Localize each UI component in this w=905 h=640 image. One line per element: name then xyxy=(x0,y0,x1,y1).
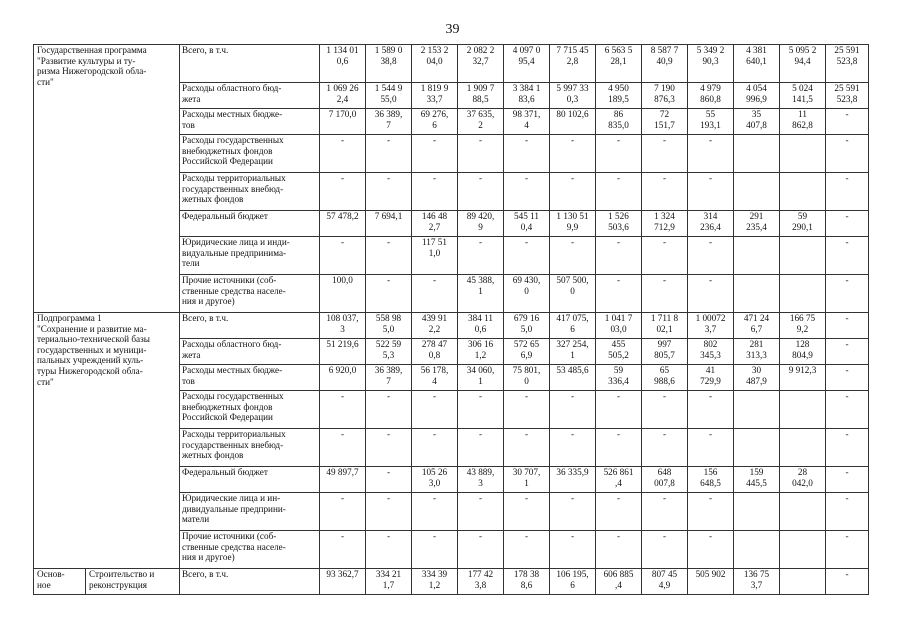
funding-source-cell: Расходы областного бюд- жета xyxy=(180,339,320,365)
value-cell: 1 544 9 55,0 xyxy=(366,83,412,109)
value-cell: - xyxy=(826,569,869,595)
value-cell: - xyxy=(826,493,869,531)
funding-source-cell: Всего, в т.ч. xyxy=(180,313,320,339)
value-cell: 59 290,1 xyxy=(780,211,826,237)
funding-source-cell: Юридические лица и инди- видуальные предпринима- тели xyxy=(180,237,320,275)
value-cell: - xyxy=(412,531,458,569)
value-cell: 314 236,4 xyxy=(688,211,734,237)
value-cell: 558 98 5,0 xyxy=(366,313,412,339)
value-cell: - xyxy=(826,237,869,275)
value-cell: 1 819 9 33,7 xyxy=(412,83,458,109)
value-cell xyxy=(780,429,826,467)
funding-source-cell: Расходы территориальных государственных внебюд- жетных фондов xyxy=(180,173,320,211)
value-cell: 100,0 xyxy=(320,275,366,313)
value-cell: 65 988,6 xyxy=(642,365,688,391)
value-cell xyxy=(734,493,780,531)
value-cell: 4 097 0 95,4 xyxy=(504,45,550,83)
table-row xyxy=(34,45,869,83)
value-cell: - xyxy=(458,135,504,173)
value-cell: 56 178, 4 xyxy=(412,365,458,391)
funding-source-cell: Всего, в т.ч. xyxy=(180,569,320,595)
value-cell: 80 102,6 xyxy=(550,109,596,135)
value-cell: 75 801, 0 xyxy=(504,365,550,391)
value-cell: 7 715 45 2,8 xyxy=(550,45,596,83)
value-cell: - xyxy=(320,173,366,211)
value-cell: - xyxy=(550,391,596,429)
value-cell xyxy=(734,531,780,569)
value-cell: - xyxy=(412,493,458,531)
value-cell: 648 007,8 xyxy=(642,467,688,493)
value-cell: 526 861 ,4 xyxy=(596,467,642,493)
value-cell: - xyxy=(366,173,412,211)
value-cell: - xyxy=(458,237,504,275)
funding-source-cell: Прочие источники (соб- ственные средства населе- ния и другое) xyxy=(180,275,320,313)
value-cell: 57 478,2 xyxy=(320,211,366,237)
value-cell: - xyxy=(366,493,412,531)
value-cell: - xyxy=(688,173,734,211)
value-cell: 522 59 5,3 xyxy=(366,339,412,365)
value-cell: 36 389, 7 xyxy=(366,365,412,391)
value-cell: - xyxy=(504,429,550,467)
value-cell: - xyxy=(458,493,504,531)
value-cell: 108 037, 3 xyxy=(320,313,366,339)
value-cell: 41 729,9 xyxy=(688,365,734,391)
value-cell: 7 170,0 xyxy=(320,109,366,135)
value-cell: - xyxy=(826,391,869,429)
value-cell: - xyxy=(596,531,642,569)
value-cell: 679 16 5,0 xyxy=(504,313,550,339)
value-cell: - xyxy=(412,429,458,467)
value-cell: - xyxy=(412,173,458,211)
value-cell xyxy=(734,173,780,211)
value-cell: 36 389, 7 xyxy=(366,109,412,135)
value-cell: 6 563 5 28,1 xyxy=(596,45,642,83)
value-cell xyxy=(734,135,780,173)
value-cell: 25 591 523,8 xyxy=(826,45,869,83)
value-cell xyxy=(780,237,826,275)
value-cell: - xyxy=(504,493,550,531)
value-cell: 69 430, 0 xyxy=(504,275,550,313)
value-cell: 43 889, 3 xyxy=(458,467,504,493)
value-cell: 159 445,5 xyxy=(734,467,780,493)
value-cell: 807 45 4,9 xyxy=(642,569,688,595)
value-cell xyxy=(780,135,826,173)
value-cell: - xyxy=(642,493,688,531)
value-cell: 1 711 8 02,1 xyxy=(642,313,688,339)
value-cell: - xyxy=(412,135,458,173)
value-cell: - xyxy=(504,391,550,429)
value-cell: - xyxy=(596,493,642,531)
value-cell: - xyxy=(458,429,504,467)
value-cell: - xyxy=(826,365,869,391)
value-cell: 166 75 9,2 xyxy=(780,313,826,339)
value-cell: - xyxy=(366,429,412,467)
value-cell: - xyxy=(412,391,458,429)
value-cell: - xyxy=(504,135,550,173)
value-cell: 37 635, 2 xyxy=(458,109,504,135)
value-cell: 4 054 996,9 xyxy=(734,83,780,109)
value-cell: - xyxy=(550,429,596,467)
value-cell xyxy=(780,391,826,429)
program-name-cell: Подпрограмма 1 "Сохранение и развитие ма- териально-технической базы государственных и муници- пальных учреждений куль- туры Нижегородской обла- сти" xyxy=(34,313,180,569)
value-cell: 5 095 2 94,4 xyxy=(780,45,826,83)
funding-source-cell: Федеральный бюджет xyxy=(180,467,320,493)
value-cell: - xyxy=(320,391,366,429)
value-cell: 25 591 523,8 xyxy=(826,83,869,109)
value-cell: - xyxy=(642,429,688,467)
value-cell: - xyxy=(642,391,688,429)
value-cell xyxy=(780,275,826,313)
value-cell: - xyxy=(550,173,596,211)
table-row xyxy=(34,313,869,339)
funding-source-cell: Расходы государственных внебюджетных фондов Российской Федерации xyxy=(180,135,320,173)
value-cell: - xyxy=(320,493,366,531)
value-cell: 455 505,2 xyxy=(596,339,642,365)
value-cell: - xyxy=(366,275,412,313)
funding-source-cell: Расходы областного бюд- жета xyxy=(180,83,320,109)
value-cell: 86 835,0 xyxy=(596,109,642,135)
value-cell: 505 902 xyxy=(688,569,734,595)
value-cell: 7 190 876,3 xyxy=(642,83,688,109)
value-cell: 49 897,7 xyxy=(320,467,366,493)
value-cell: 146 48 2,7 xyxy=(412,211,458,237)
value-cell: 507 500, 0 xyxy=(550,275,596,313)
value-cell: - xyxy=(688,275,734,313)
value-cell: 3 384 1 83,6 xyxy=(504,83,550,109)
value-cell: 59 336,4 xyxy=(596,365,642,391)
value-cell: 8 587 7 40,9 xyxy=(642,45,688,83)
value-cell: 1 069 26 2,4 xyxy=(320,83,366,109)
value-cell: 117 51 1,0 xyxy=(412,237,458,275)
value-cell: 281 313,3 xyxy=(734,339,780,365)
value-cell: 1 909 7 88,5 xyxy=(458,83,504,109)
value-cell: - xyxy=(596,429,642,467)
value-cell: 291 235,4 xyxy=(734,211,780,237)
funding-source-cell: Всего, в т.ч. xyxy=(180,45,320,83)
value-cell: 30 487,9 xyxy=(734,365,780,391)
value-cell: - xyxy=(320,531,366,569)
value-cell: 606 885 ,4 xyxy=(596,569,642,595)
value-cell: 545 11 0,4 xyxy=(504,211,550,237)
value-cell: 53 485,6 xyxy=(550,365,596,391)
value-cell: 997 805,7 xyxy=(642,339,688,365)
value-cell: - xyxy=(412,275,458,313)
value-cell: 35 407,8 xyxy=(734,109,780,135)
measure-type-cell: Основ- ное xyxy=(34,569,86,595)
value-cell: 802 345,3 xyxy=(688,339,734,365)
value-cell: 4 979 860,8 xyxy=(688,83,734,109)
value-cell: 471 24 6,7 xyxy=(734,313,780,339)
value-cell: 4 381 640,1 xyxy=(734,45,780,83)
program-name-cell: Государственная программа "Развитие культуры и ту- ризма Нижегородской обла- сти" xyxy=(34,45,180,313)
table-row xyxy=(34,569,869,595)
value-cell: 327 254, 1 xyxy=(550,339,596,365)
value-cell: 9 912,3 xyxy=(780,365,826,391)
value-cell: - xyxy=(320,429,366,467)
value-cell: - xyxy=(596,391,642,429)
value-cell: 306 16 1,2 xyxy=(458,339,504,365)
value-cell: - xyxy=(826,531,869,569)
funding-source-cell: Юридические лица и ин- дивидуальные предприни- матели xyxy=(180,493,320,531)
value-cell: - xyxy=(596,237,642,275)
value-cell: - xyxy=(458,391,504,429)
value-cell: 439 91 2,2 xyxy=(412,313,458,339)
value-cell: - xyxy=(504,237,550,275)
value-cell: 69 276, 6 xyxy=(412,109,458,135)
value-cell: - xyxy=(826,467,869,493)
value-cell: - xyxy=(688,429,734,467)
value-cell: 45 388, 1 xyxy=(458,275,504,313)
value-cell: 1 00072 3,7 xyxy=(688,313,734,339)
value-cell: 334 21 1,7 xyxy=(366,569,412,595)
value-cell: 36 335,9 xyxy=(550,467,596,493)
value-cell: - xyxy=(366,467,412,493)
value-cell: 72 151,7 xyxy=(642,109,688,135)
value-cell: - xyxy=(688,237,734,275)
value-cell xyxy=(780,569,826,595)
value-cell: - xyxy=(826,275,869,313)
value-cell: - xyxy=(504,531,550,569)
value-cell: - xyxy=(826,211,869,237)
value-cell: 89 420, 9 xyxy=(458,211,504,237)
value-cell: 105 26 3,0 xyxy=(412,467,458,493)
value-cell: 1 589 0 38,8 xyxy=(366,45,412,83)
funding-source-cell: Прочие источники (соб- ственные средства населе- ния и другое) xyxy=(180,531,320,569)
value-cell: 34 060, 1 xyxy=(458,365,504,391)
value-cell: 384 11 0,6 xyxy=(458,313,504,339)
value-cell: 1 324 712,9 xyxy=(642,211,688,237)
value-cell: - xyxy=(826,135,869,173)
value-cell: - xyxy=(504,173,550,211)
value-cell: - xyxy=(688,391,734,429)
value-cell: 1 041 7 03,0 xyxy=(596,313,642,339)
value-cell: 5 024 141,5 xyxy=(780,83,826,109)
value-cell xyxy=(734,391,780,429)
page-number: 39 xyxy=(445,22,460,37)
value-cell: 93 362,7 xyxy=(320,569,366,595)
value-cell: 278 47 0,8 xyxy=(412,339,458,365)
value-cell: - xyxy=(320,237,366,275)
value-cell: 156 648,5 xyxy=(688,467,734,493)
value-cell: 334 39 1,2 xyxy=(412,569,458,595)
value-cell: - xyxy=(642,531,688,569)
value-cell: 1 526 503,6 xyxy=(596,211,642,237)
value-cell: 572 65 6,9 xyxy=(504,339,550,365)
value-cell: 30 707, 1 xyxy=(504,467,550,493)
value-cell: - xyxy=(596,135,642,173)
value-cell: - xyxy=(550,531,596,569)
value-cell: 55 193,1 xyxy=(688,109,734,135)
value-cell: - xyxy=(642,275,688,313)
funding-source-cell: Расходы государственных внебюджетных фондов Российской Федерации xyxy=(180,391,320,429)
value-cell: - xyxy=(642,173,688,211)
value-cell: 417 075, 6 xyxy=(550,313,596,339)
value-cell: - xyxy=(550,237,596,275)
value-cell: 11 862,8 xyxy=(780,109,826,135)
value-cell: - xyxy=(826,313,869,339)
value-cell: - xyxy=(826,429,869,467)
value-cell: 128 804,9 xyxy=(780,339,826,365)
value-cell: - xyxy=(596,173,642,211)
funding-source-cell: Расходы территориальных государственных внебюд- жетных фондов xyxy=(180,429,320,467)
value-cell: 2 153 2 04,0 xyxy=(412,45,458,83)
value-cell xyxy=(780,531,826,569)
budget-table xyxy=(33,44,869,595)
value-cell: - xyxy=(642,237,688,275)
value-cell: - xyxy=(366,391,412,429)
value-cell: - xyxy=(596,275,642,313)
value-cell: 177 42 3,8 xyxy=(458,569,504,595)
value-cell: - xyxy=(366,531,412,569)
value-cell: 6 920,0 xyxy=(320,365,366,391)
value-cell: 136 75 3,7 xyxy=(734,569,780,595)
value-cell: - xyxy=(366,237,412,275)
value-cell: 28 042,0 xyxy=(780,467,826,493)
value-cell: - xyxy=(458,173,504,211)
value-cell: 5 997 33 0,3 xyxy=(550,83,596,109)
funding-source-cell: Федеральный бюджет xyxy=(180,211,320,237)
funding-source-cell: Расходы местных бюдже- тов xyxy=(180,109,320,135)
value-cell: - xyxy=(550,493,596,531)
value-cell: - xyxy=(550,135,596,173)
value-cell xyxy=(734,275,780,313)
value-cell: 1 130 51 9,9 xyxy=(550,211,596,237)
value-cell: 178 38 8,6 xyxy=(504,569,550,595)
value-cell xyxy=(780,173,826,211)
value-cell: - xyxy=(688,135,734,173)
value-cell: - xyxy=(688,493,734,531)
value-cell: - xyxy=(642,135,688,173)
value-cell: - xyxy=(320,135,366,173)
value-cell: - xyxy=(826,339,869,365)
value-cell: 4 950 189,5 xyxy=(596,83,642,109)
value-cell xyxy=(734,237,780,275)
value-cell xyxy=(734,429,780,467)
value-cell: 5 349 2 90,3 xyxy=(688,45,734,83)
value-cell: 2 082 2 32,7 xyxy=(458,45,504,83)
value-cell: 106 195, 6 xyxy=(550,569,596,595)
measure-name-cell: Строительство и реконструкция xyxy=(86,569,180,595)
value-cell: 98 371, 4 xyxy=(504,109,550,135)
value-cell: - xyxy=(458,531,504,569)
value-cell xyxy=(780,493,826,531)
value-cell: - xyxy=(826,109,869,135)
value-cell: - xyxy=(826,173,869,211)
value-cell: 1 134 01 0,6 xyxy=(320,45,366,83)
value-cell: - xyxy=(688,531,734,569)
value-cell: 51 219,6 xyxy=(320,339,366,365)
value-cell: 7 694,1 xyxy=(366,211,412,237)
funding-source-cell: Расходы местных бюдже- тов xyxy=(180,365,320,391)
value-cell: - xyxy=(366,135,412,173)
